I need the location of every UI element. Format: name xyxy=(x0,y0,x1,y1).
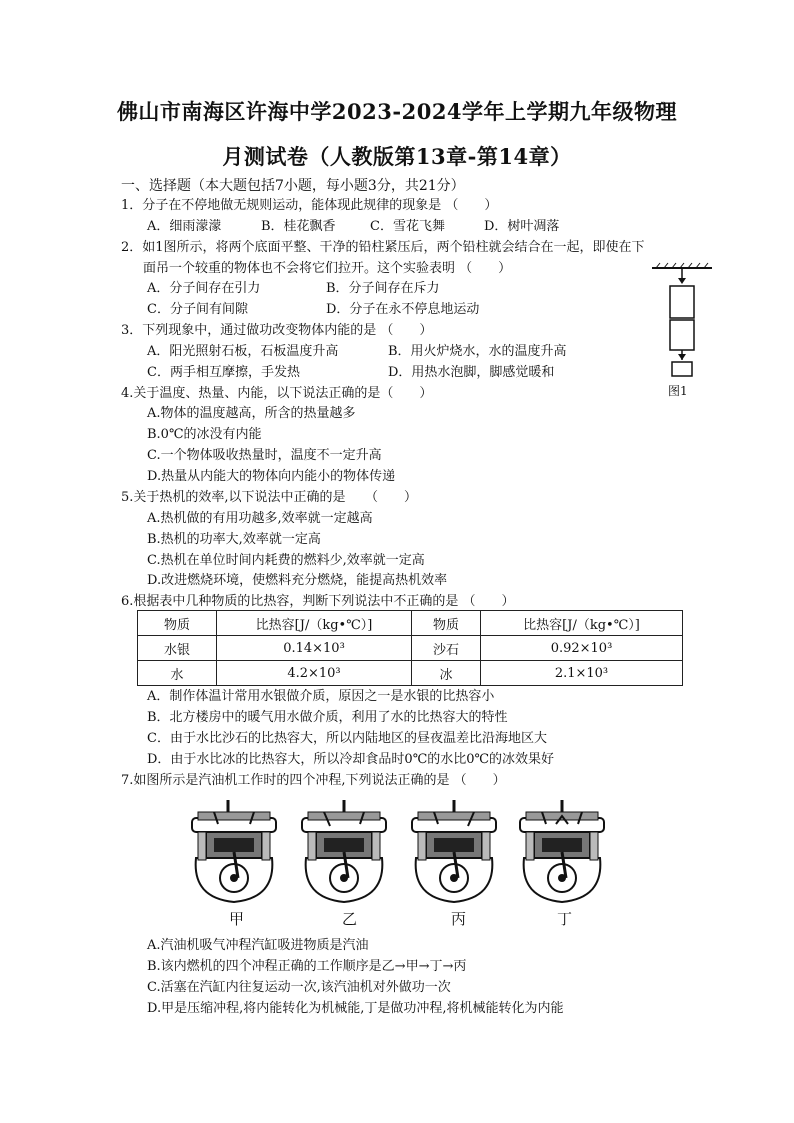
section-heading: 一、选择题（本大题包括7小题，每小题3分，共21分） xyxy=(121,178,465,194)
engine-label-jia: 甲 xyxy=(229,910,245,928)
q2-option-c: C．分子间有间隙 xyxy=(147,302,248,317)
table-cell: 2.1×10³ xyxy=(481,661,683,686)
q3-stem: 3．下列现象中，通过做功改变物体内能的是 （ ） xyxy=(121,323,433,338)
table-header-row xyxy=(138,611,683,636)
table-header-cell: 物质 xyxy=(138,611,217,636)
q3-option-d: D．用热水泡脚，脚感觉暖和 xyxy=(388,365,555,380)
q5-option-b: B.热机的功率大,效率就一定高 xyxy=(147,532,321,547)
q4-stem: 4.关于温度、热量、内能，以下说法正确的是（ ） xyxy=(121,386,433,401)
q2-stem-line1: 2．如1图所示，将两个底面平整、干净的铅柱紧压后，两个铅柱就会结合在一起，即使在下 xyxy=(121,240,645,255)
q1-option-a: A．细雨濛濛 xyxy=(147,219,222,234)
q6-option-c: C．由于水比沙石的比热容大，所以内陆地区的昼夜温差比沿海地区大 xyxy=(147,731,547,746)
figure-1-caption: 图1 xyxy=(668,384,688,398)
lead-column-figure xyxy=(650,262,714,380)
table-row xyxy=(138,661,683,686)
table-header-cell: 比热容[J/（kg•℃）] xyxy=(481,611,683,636)
engine-stroke-yi xyxy=(302,800,386,902)
engine-stroke-ding xyxy=(520,800,604,902)
page-title-line2: 月测试卷（人教版第13章-第14章） xyxy=(222,144,572,169)
q4-option-d: D.热量从内能大的物体向内能小的物体传递 xyxy=(147,469,396,484)
q6-option-a: A．制作体温计常用水银做介质，原因之一是水银的比热容小 xyxy=(147,689,495,704)
table-cell: 水银 xyxy=(138,636,217,661)
specific-heat-table xyxy=(137,610,683,686)
table-cell: 4.2×10³ xyxy=(217,661,412,686)
q7-stem: 7.如图所示是汽油机工作时的四个冲程,下列说法正确的是 （ ） xyxy=(121,773,506,788)
q4-option-b: B.0℃的冰没有内能 xyxy=(147,427,262,442)
table-cell: 水 xyxy=(138,661,217,686)
table-row xyxy=(138,636,683,661)
q1-stem: 1．分子在不停地做无规则运动，能体现此规律的现象是 （ ） xyxy=(121,198,498,213)
engine-stroke-jia xyxy=(192,800,276,902)
q3-option-a: A．阳光照射石板，石板温度升高 xyxy=(147,344,339,359)
q2-option-a: A．分子间存在引力 xyxy=(147,281,261,296)
q7-option-c: C.活塞在汽缸内往复运动一次,该汽油机对外做功一次 xyxy=(147,980,451,995)
engine-stroke-bing xyxy=(412,800,496,902)
q1-option-d: D．树叶凋落 xyxy=(484,219,560,234)
q4-option-a: A.物体的温度越高，所含的热量越多 xyxy=(147,406,356,421)
engine-strokes-figure xyxy=(188,798,608,910)
table-header-cell: 比热容[J/（kg•℃）] xyxy=(217,611,412,636)
engine-label-yi: 乙 xyxy=(342,910,358,928)
q3-option-c: C．两手相互摩擦，手发热 xyxy=(147,365,300,380)
table-cell: 0.14×10³ xyxy=(217,636,412,661)
q5-option-a: A.热机做的有用功越多,效率就一定越高 xyxy=(147,511,373,526)
q7-option-a: A.汽油机吸气冲程汽缸吸进物质是汽油 xyxy=(147,938,369,953)
table-cell: 0.92×10³ xyxy=(481,636,683,661)
q5-stem: 5.关于热机的效率,以下说法中正确的是 （ ） xyxy=(121,490,418,505)
q6-option-d: D．由于水比冰的比热容大，所以冷却食品时0℃的水比0℃的冰效果好 xyxy=(147,752,555,767)
q5-option-d: D.改进燃烧环境，使燃料充分燃烧，能提高热机效率 xyxy=(147,573,448,588)
table-cell: 沙石 xyxy=(412,636,481,661)
q6-option-b: B．北方楼房中的暖气用水做介质，利用了水的比热容大的特性 xyxy=(147,710,508,725)
q6-stem: 6.根据表中几种物质的比热容，判断下列说法中不正确的是 （ ） xyxy=(121,594,515,609)
table-header-cell: 物质 xyxy=(412,611,481,636)
table-cell: 冰 xyxy=(412,661,481,686)
q1-option-c: C．雪花飞舞 xyxy=(370,219,445,234)
page-title-line1: 佛山市南海区许海中学2023-2024学年上学期九年级物理 xyxy=(116,99,678,124)
q2-stem-line2: 面吊一个较重的物体也不会将它们拉开。这个实验表明 （ ） xyxy=(143,261,512,276)
q7-option-b: B.该内燃机的四个冲程正确的工作顺序是乙→甲→丁→丙 xyxy=(147,959,467,974)
q4-option-c: C.一个物体吸收热量时，温度不一定升高 xyxy=(147,448,382,463)
q1-option-b: B．桂花飘香 xyxy=(261,219,336,234)
q3-option-b: B．用火炉烧水，水的温度升高 xyxy=(388,344,567,359)
q2-option-b: B．分子间存在斥力 xyxy=(326,281,440,296)
q7-option-d: D.甲是压缩冲程,将内能转化为机械能,丁是做功冲程,将机械能转化为内能 xyxy=(147,1001,564,1016)
q5-option-c: C.热机在单位时间内耗费的燃料少,效率就一定高 xyxy=(147,553,425,568)
engine-label-ding: 丁 xyxy=(557,910,573,928)
engine-label-bing: 丙 xyxy=(451,910,467,928)
q2-option-d: D．分子在永不停息地运动 xyxy=(326,302,480,317)
